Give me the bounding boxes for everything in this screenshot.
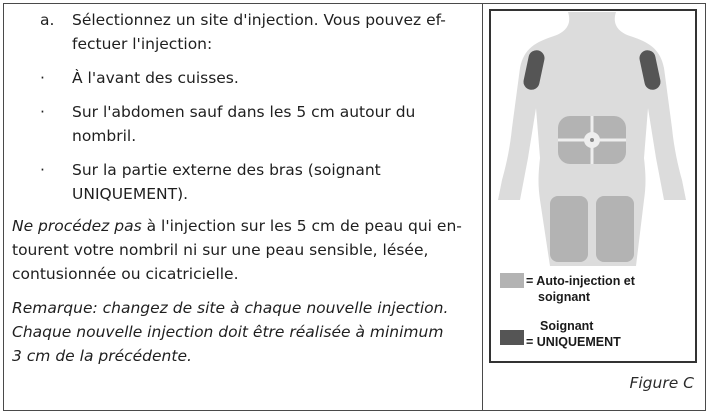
legend-caregiver-line2: = UNIQUEMENT: [526, 335, 621, 349]
warning-line2: tourent votre nombril ni sur une peau sensible, lésée,: [12, 241, 429, 259]
legend-self-line2: soignant: [538, 290, 591, 304]
legend-caregiver-line1: Soignant: [540, 319, 594, 333]
bullet-thighs: [12, 66, 477, 90]
left-thigh-zone: [550, 196, 588, 262]
bullet-arms: [12, 158, 477, 206]
bullet-text-cont: nombril.: [72, 127, 137, 145]
figure-caption: Figure C: [629, 374, 694, 392]
step-text-line1: Sélectionnez un site d'injection. Vous pouvez ef-: [72, 11, 446, 29]
column-divider: [482, 3, 483, 411]
warning-line3: contusionnée ou cicatricielle.: [12, 265, 239, 283]
navel-icon: [590, 138, 594, 142]
bullet-marker: ·: [40, 69, 45, 87]
right-thigh-zone: [596, 196, 634, 262]
warning-emphasis: Ne procédez pas: [12, 217, 142, 235]
bullet-marker: ·: [40, 103, 45, 121]
step-marker: a.: [40, 11, 55, 29]
bullet-marker: ·: [40, 161, 45, 179]
remark-paragraph: [12, 296, 477, 368]
step-text-line2: fectuer l'injection:: [72, 35, 213, 53]
bullet-text: Sur l'abdomen sauf dans les 5 cm autour du: [72, 103, 416, 121]
warning-line1: à l'injection sur les 5 cm de peau qui en-: [141, 217, 462, 235]
injection-site-diagram: [488, 8, 700, 368]
figure-c: [488, 8, 700, 406]
instructions-column: [12, 8, 477, 368]
bullet-text: À l'avant des cuisses.: [72, 69, 239, 87]
legend-swatch-self: [500, 273, 524, 288]
remark-line3: 3 cm de la précédente.: [12, 347, 192, 365]
remark-line1: Remarque: changez de site à chaque nouvelle injection.: [12, 299, 449, 317]
bullet-text-cont: UNIQUEMENT).: [72, 185, 189, 203]
bullet-text: Sur la partie externe des bras (soignant: [72, 161, 381, 179]
step-a: [12, 8, 477, 56]
warning-paragraph: [12, 214, 477, 286]
legend-self-line1: = Auto-injection et: [526, 274, 635, 288]
remark-line2: Chaque nouvelle injection doit être réalisée à minimum: [12, 323, 444, 341]
bullet-abdomen: [12, 100, 477, 148]
legend-swatch-caregiver: [500, 330, 524, 345]
